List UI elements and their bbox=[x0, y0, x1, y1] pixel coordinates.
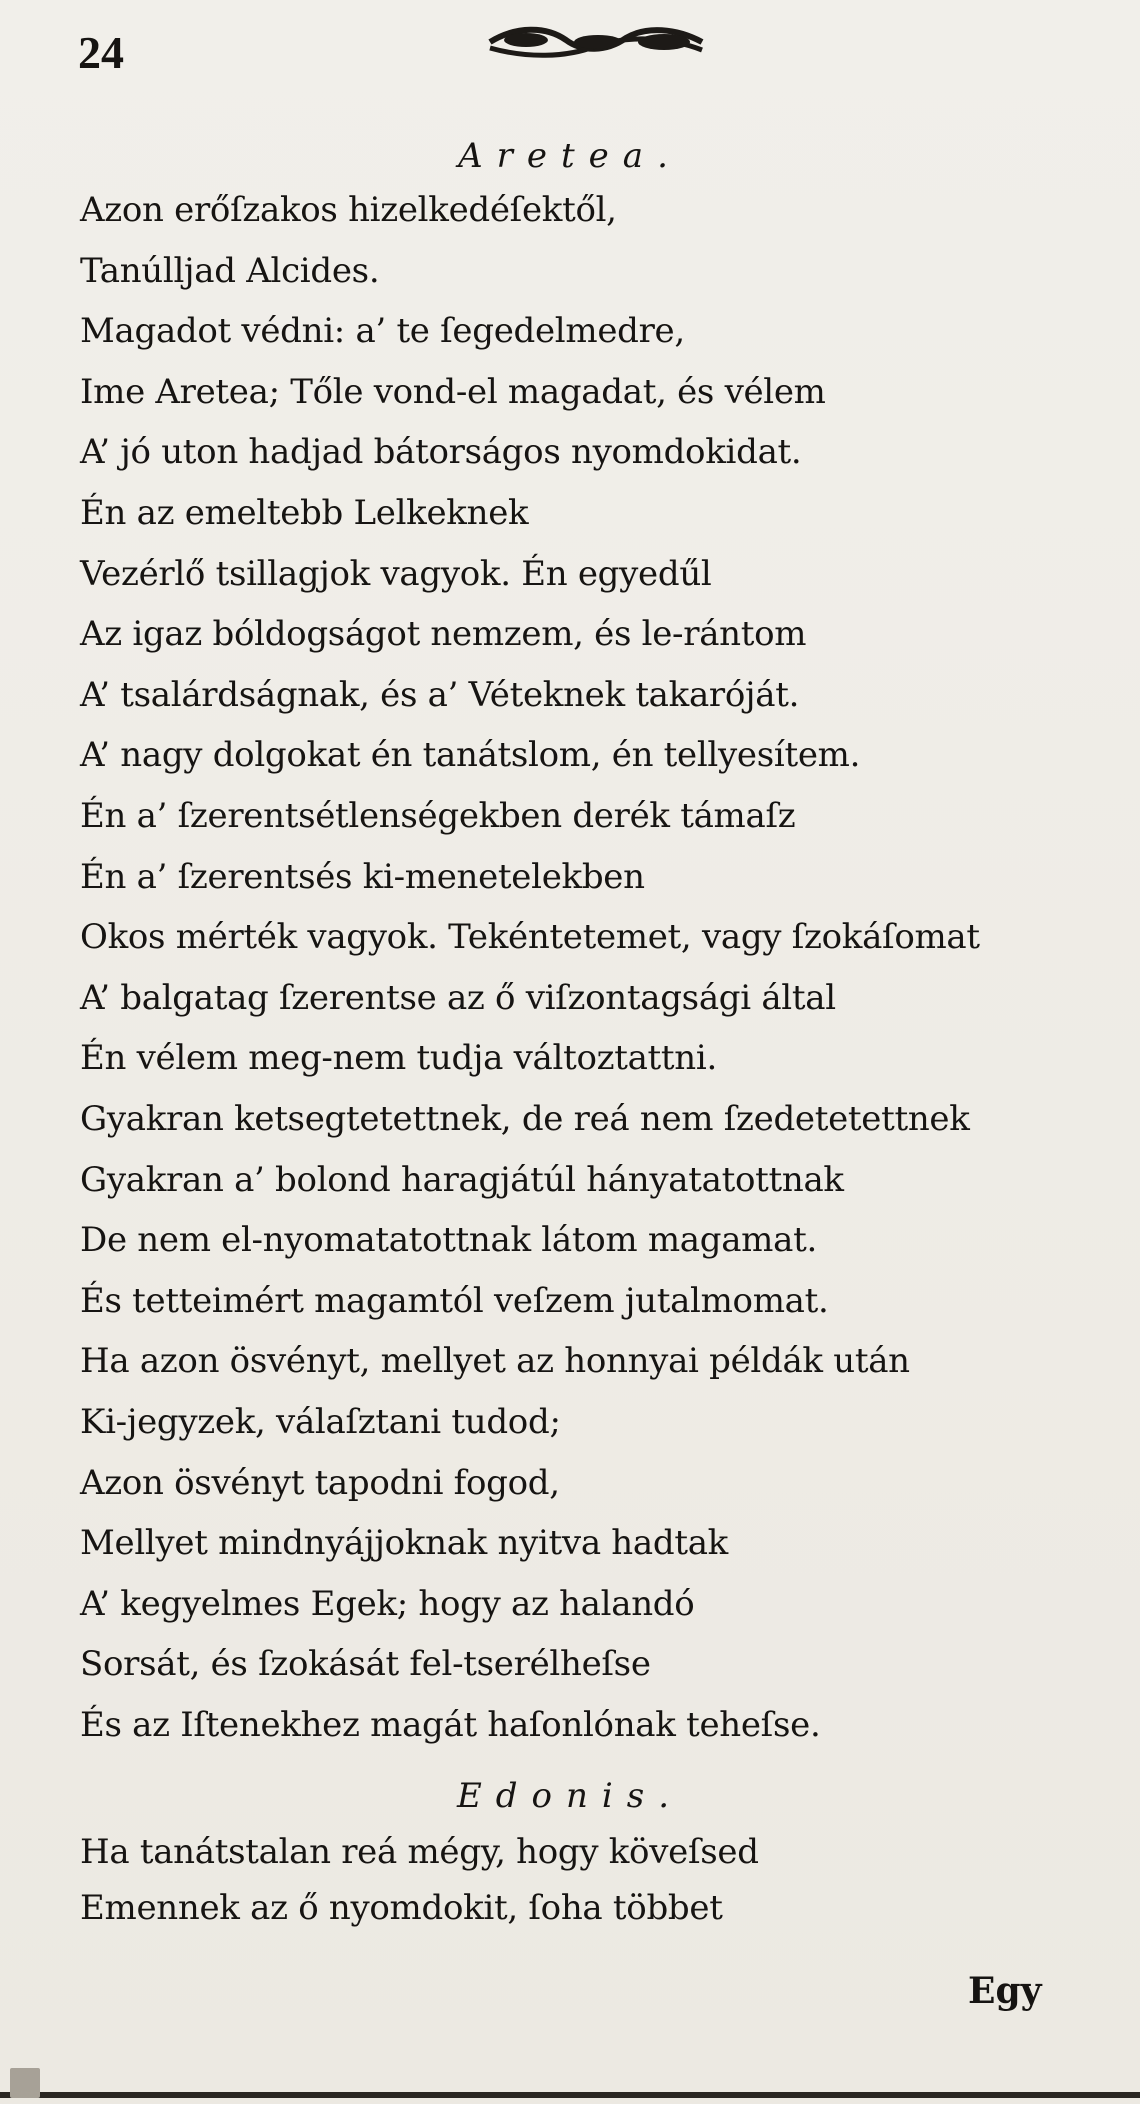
verse-line: A’ kegyelmes Egek; hogy az halandó bbox=[80, 1583, 695, 1624]
verse-line: Én a’ ſzerentsétlenségekben derék támaſz bbox=[80, 796, 796, 836]
page-number: 24 bbox=[78, 27, 124, 78]
verse-line: Emennek az ő nyomdokit, ſoha többet bbox=[80, 1888, 723, 1928]
verse-line: Ha tanátstalan reá mégy, hogy köveſsed bbox=[80, 1832, 759, 1872]
verse-line: Gyakran a’ bolond haragjátúl hányatatottnak bbox=[80, 1159, 844, 1200]
verse-line: Okos mérték vagyok. Tekéntetemet, vagy ſzokáſomat bbox=[80, 917, 980, 958]
verse-line: Ki-jegyzek, válaſztani tudod; bbox=[80, 1402, 561, 1442]
verse-line: Magadot védni: a’ te ſegedelmedre, bbox=[80, 311, 685, 352]
speaker-heading-edonis: Edonis. bbox=[456, 1776, 684, 1816]
verse-line: És tetteimért magamtól veſzem jutalmomat. bbox=[80, 1280, 829, 1321]
verse-line: Azon ösvényt tapodni fogod, bbox=[80, 1462, 560, 1503]
verse-line: A’ tsalárdságnak, és a’ Véteknek takaróját. bbox=[80, 674, 800, 715]
speaker-heading-aretea: Aretea. bbox=[458, 136, 682, 176]
verse-line: Azon erőſzakos hizelkedéſektől, bbox=[80, 190, 617, 230]
verse-line: Sorsát, és ſzokását fel-tserélheſse bbox=[80, 1644, 651, 1685]
verse-line: A’ nagy dolgokat én tanátslom, én tellyesítem. bbox=[80, 735, 861, 776]
verse-line: Ime Aretea; Tőle vond-el magadat, és vélem bbox=[80, 371, 826, 412]
verse-line: Tanúlljad Alcides. bbox=[80, 250, 380, 291]
verse-line: Én vélem meg-nem tudja változtattni. bbox=[80, 1038, 717, 1079]
scan-corner-mark bbox=[10, 2068, 40, 2098]
verse-line: Mellyet mindnyájjoknak nyitva hadtak bbox=[80, 1523, 728, 1564]
verse-line: Vezérlő tsillagjok vagyok. Én egyedűl bbox=[80, 553, 712, 594]
page-bottom-edge bbox=[0, 2092, 1140, 2098]
verse-line: A’ balgatag ſzerentse az ő viſzontagsági által bbox=[80, 977, 836, 1018]
verse-line: Az igaz bóldogságot nemzem, és le-rántom bbox=[80, 614, 807, 655]
verse-line: Én az emeltebb Lelkeknek bbox=[80, 493, 529, 533]
verse-line: Gyakran ketsegtetettnek, de reá nem ſzedetetettnek bbox=[80, 1099, 970, 1139]
verse-line: Ha azon ösvényt, mellyet az honnyai példák után bbox=[80, 1341, 910, 1382]
verse-line: A’ jó uton hadjad bátorságos nyomdokidat. bbox=[80, 432, 802, 473]
verse-line: És az Iſtenekhez magát haſonlónak teheſse. bbox=[80, 1705, 821, 1745]
verse-line: Én a’ ſzerentsés ki-menetelekben bbox=[80, 856, 645, 897]
verse-line: De nem el-nyomatatottnak látom magamat. bbox=[80, 1220, 817, 1261]
catchword: Egy bbox=[968, 1970, 1042, 2012]
printer-ornament-icon bbox=[486, 22, 706, 60]
